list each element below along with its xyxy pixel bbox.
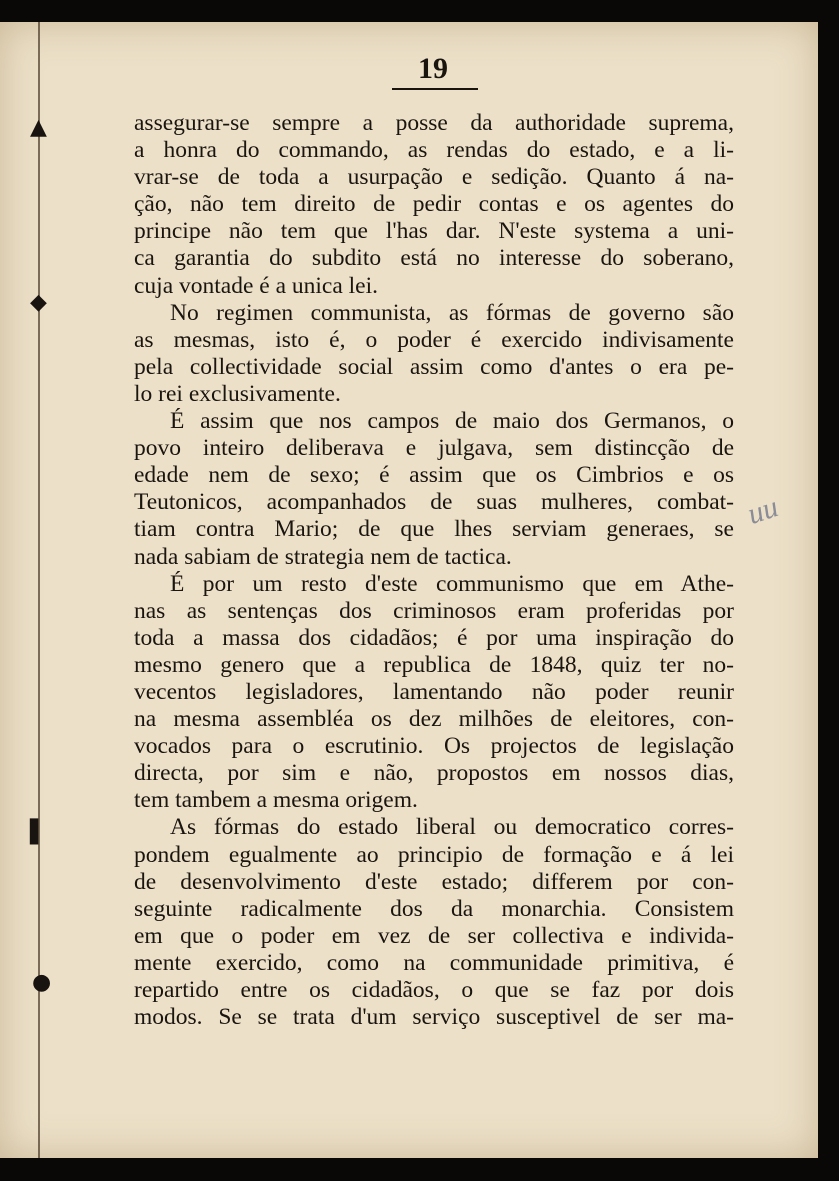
text-line: a honra do commando, as rendas do estado, e a li-: [134, 137, 734, 164]
text-line: vecentos legisladores, lamentando não poder reunir: [134, 678, 734, 705]
page-number-underline: [392, 88, 478, 90]
text-line: mesmo genero que a republica de 1848, quiz ter no-: [134, 651, 734, 678]
text-line: em que o poder em vez de ser collectiva e individa-: [134, 922, 734, 949]
text-line: No regimen communista, as fórmas de governo são: [170, 299, 734, 326]
text-line: tiam contra Mario; de que lhes serviam generaes, se: [134, 516, 734, 543]
text-line: pela collectividade social assim como d'antes o era pe-: [134, 353, 734, 380]
text-line: modos. Se se trata d'um serviço susceptivel de ser ma-: [134, 1004, 734, 1031]
handwritten-margin-note: uu: [743, 490, 783, 531]
text-line: tem tambem a mesma origem.: [134, 787, 418, 814]
text-line: mente exercido, como na communidade primitiva, é: [134, 949, 734, 976]
text-line: toda a massa dos cidadãos; é por uma inspiração do: [134, 624, 734, 651]
text-line: ção, não tem direito de pedir contas e os agentes do: [134, 191, 734, 218]
text-line: edade nem de sexo; é assim que os Cimbrios e os: [134, 462, 734, 489]
text-line: nas as sentenças dos criminosos eram proferidas por: [134, 597, 734, 624]
text-line: vocados para o escrutinio. Os projectos de legislação: [134, 733, 734, 760]
text-line: principe não tem que l'has dar. N'este systema a uni-: [134, 218, 734, 245]
binding-mark: ▌: [30, 820, 47, 845]
text-line: seguinte radicalmente dos da monarchia. Consistem: [134, 895, 734, 922]
binding-mark: ●: [32, 970, 52, 995]
book-page: [0, 22, 818, 1158]
text-line: de desenvolvimento d'este estado; differem por con-: [134, 868, 734, 895]
text-line: É por um resto d'este communismo que em Athe-: [170, 570, 734, 597]
text-line: as mesmas, isto é, o poder é exercido indivisamente: [134, 326, 734, 353]
text-line: cuja vontade é a unica lei.: [134, 272, 379, 299]
text-line: povo inteiro deliberava e julgava, sem distincção de: [134, 435, 734, 462]
text-line: Teutonicos, acompanhados de suas mulheres, combat-: [134, 489, 734, 516]
binding-mark: ▲: [30, 115, 47, 140]
text-line: assegurar-se sempre a posse da authoridade suprema,: [134, 110, 734, 136]
text-line: pondem egualmente ao principio de formação e á lei: [134, 841, 734, 868]
text-line: É assim que nos campos de maio dos Germanos, o: [170, 408, 734, 435]
text-line: As fórmas do estado liberal ou democratico corres-: [170, 814, 734, 841]
page-number: 19: [418, 52, 448, 85]
text-line: repartido entre os cidadãos, o que se faz por dois: [134, 977, 734, 1003]
binding-mark: ◆: [30, 290, 47, 315]
text-line: directa, por sim e não, propostos em nossos dias,: [134, 760, 734, 787]
text-line: vrar-se de toda a usurpação e sedição. Quanto á na-: [134, 164, 734, 191]
text-line: nada sabiam de strategia nem de tactica.: [134, 543, 512, 570]
text-line: lo rei exclusivamente.: [134, 380, 341, 407]
text-line: na mesma assembléa os dez milhões de eleitores, con-: [134, 706, 734, 733]
body-text: [134, 110, 734, 1031]
text-line: ca garantia do subdito está no interesse do soberano,: [134, 245, 734, 272]
